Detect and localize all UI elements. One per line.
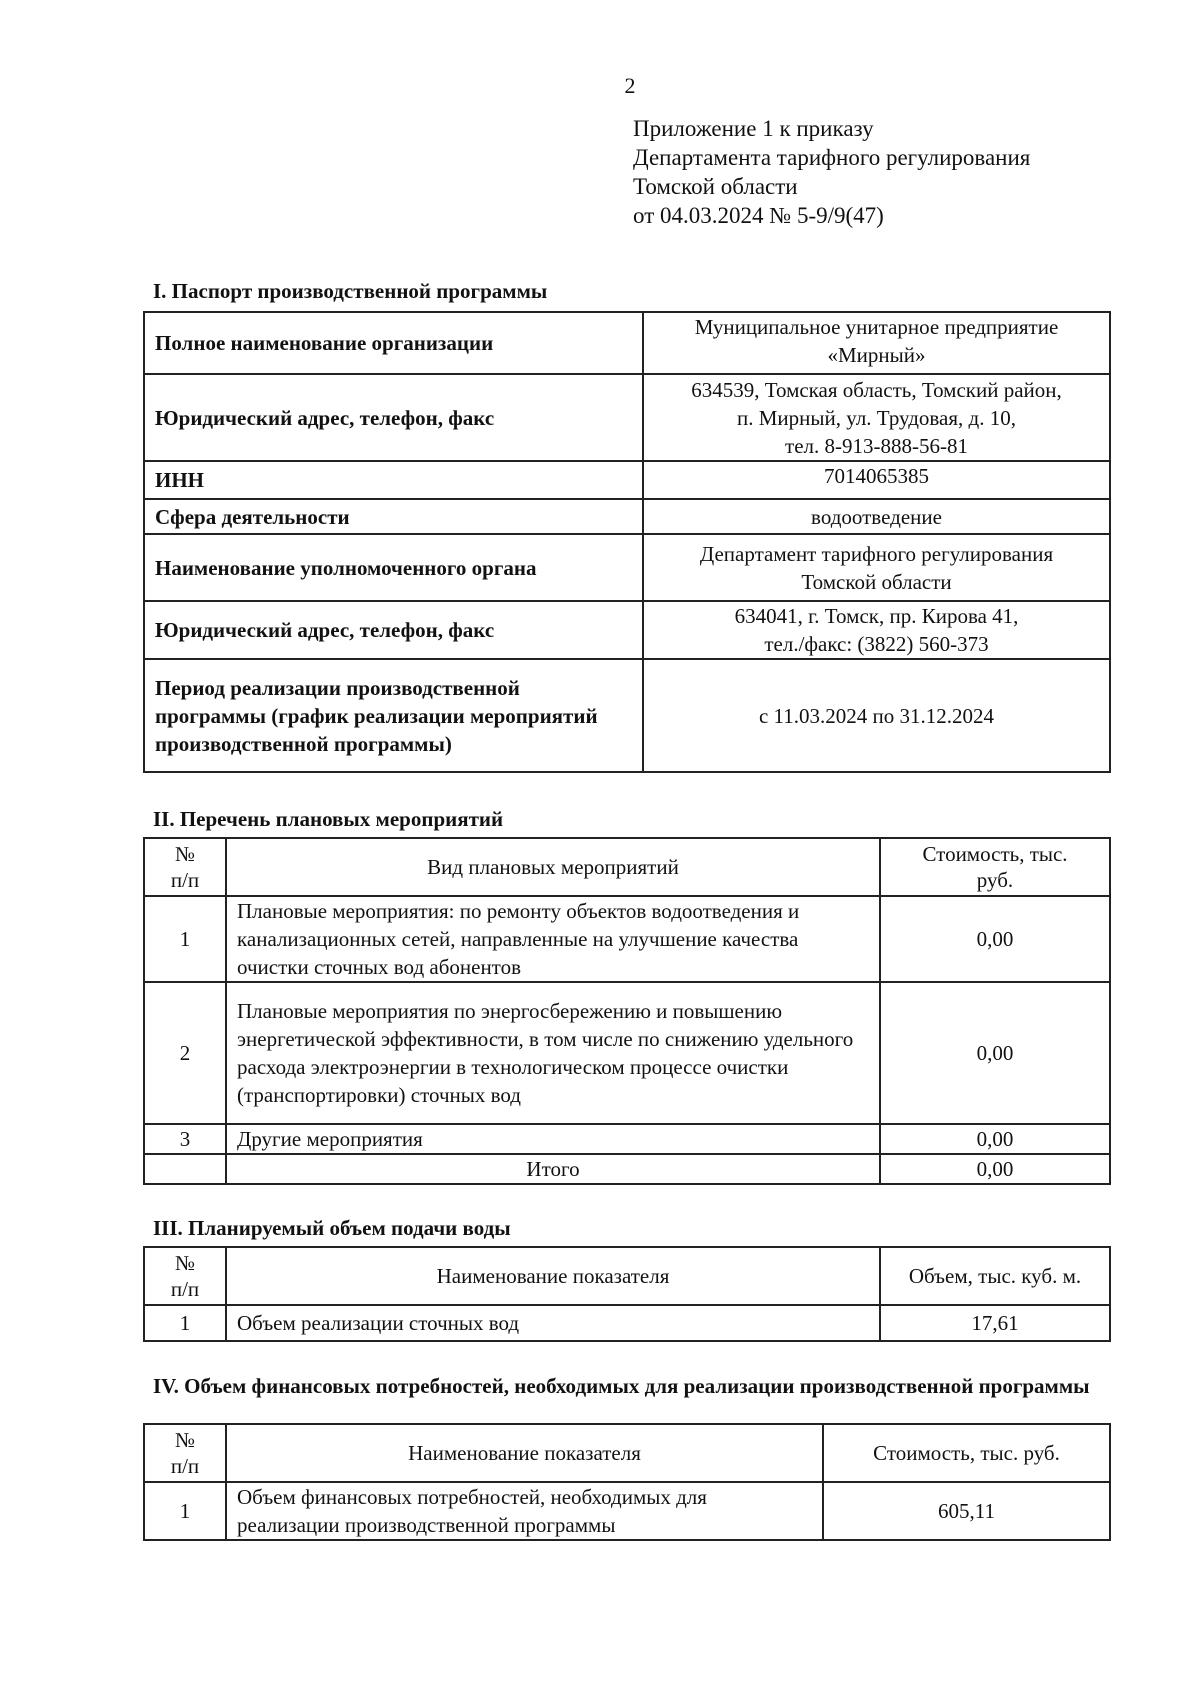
row-value xyxy=(643,499,1110,534)
table-total-row xyxy=(144,1154,1110,1184)
header-line: № xyxy=(174,842,196,866)
approval-block xyxy=(633,114,1030,230)
measures-table xyxy=(143,837,1111,1185)
column-header-number xyxy=(144,838,226,896)
approval-line: Томской области xyxy=(633,174,798,199)
value-line: тел./факс: (3822) 560-373 xyxy=(764,632,989,656)
row-number: 1 xyxy=(144,896,226,982)
column-header-name: Наименование показателя xyxy=(226,1247,880,1305)
table-row xyxy=(144,1305,1110,1341)
table-row xyxy=(144,374,1110,461)
header-line: п/п xyxy=(170,1277,200,1301)
value-line: 7014065385 xyxy=(824,464,929,488)
table-header-row xyxy=(144,1247,1110,1305)
table-row xyxy=(144,1124,1110,1154)
row-label: ИНН xyxy=(144,461,643,499)
approval-line: Департамента тарифного регулирования xyxy=(633,145,1031,170)
row-cost: 605,11 xyxy=(823,1482,1110,1540)
row-label: Сфера деятельности xyxy=(144,499,643,534)
value-line: водоотведение xyxy=(811,504,942,529)
value-line: Муниципальное унитарное предприятие xyxy=(694,315,1059,339)
row-number: 3 xyxy=(144,1124,226,1154)
row-label: Наименование уполномоченного органа xyxy=(144,534,643,601)
row-label: Полное наименование организации xyxy=(144,312,643,374)
value-line: с 11.03.2024 по 31.12.2024 xyxy=(758,703,995,728)
value-line: тел. 8-913-888-56-81 xyxy=(785,433,968,458)
table-row xyxy=(144,312,1110,374)
value-line: Департамент тарифного регулирования xyxy=(699,541,1054,566)
column-header-name: Наименование показателя xyxy=(226,1424,823,1482)
row-cost: 0,00 xyxy=(880,982,1110,1124)
row-value xyxy=(643,312,1110,374)
header-line: № xyxy=(174,1428,196,1452)
row-volume: 17,61 xyxy=(880,1305,1110,1341)
header-line: п/п xyxy=(170,1454,200,1478)
row-label: Юридический адрес, телефон, факс xyxy=(144,374,643,461)
table-row xyxy=(144,534,1110,601)
section-4-title: IV. Объем финансовых потребностей, необходимых для реализации производственной программы xyxy=(153,1374,1090,1398)
header-line: п/п xyxy=(170,868,200,892)
value-line: 634041, г. Томск, пр. Кирова 41, xyxy=(734,604,1019,628)
row-label: Юридический адрес, телефон, факс xyxy=(144,601,643,659)
table-row xyxy=(144,461,1110,499)
column-header-number xyxy=(144,1247,226,1305)
column-header-volume: Объем, тыс. куб. м. xyxy=(880,1247,1110,1305)
value-line: 634539, Томская область, Томский район, xyxy=(691,377,1062,402)
page-number: 2 xyxy=(624,73,636,98)
total-cost: 0,00 xyxy=(880,1154,1110,1184)
section-2-title: II. Перечень плановых мероприятий xyxy=(153,807,504,831)
table-row xyxy=(144,659,1110,772)
row-number: 1 xyxy=(144,1482,226,1540)
row-number: 1 xyxy=(144,1305,226,1341)
value-line: «Мирный» xyxy=(827,343,926,367)
row-name: Объем реализации сточных вод xyxy=(226,1305,880,1341)
row-cost: 0,00 xyxy=(880,1124,1110,1154)
row-name: Другие мероприятия xyxy=(226,1124,880,1154)
row-value xyxy=(643,601,1110,659)
section-3-title: III. Планируемый объем подачи воды xyxy=(153,1216,511,1240)
value-line: п. Мирный, ул. Трудовая, д. 10, xyxy=(737,405,1016,430)
financial-needs-table xyxy=(143,1423,1111,1541)
table-row xyxy=(144,982,1110,1124)
column-header-name: Вид плановых мероприятий xyxy=(226,838,880,896)
row-name: Объем финансовых потребностей, необходимых для реализации производственной программы xyxy=(226,1482,823,1540)
approval-date-number: от 04.03.2024 № 5-9/9(47) xyxy=(633,203,884,228)
column-header-cost: Стоимость, тыс. руб. xyxy=(823,1424,1110,1482)
row-name: Плановые мероприятия по энергосбережению и повышению энергетической эффективности, в том числе по снижению удельного расхода электроэнергии в технологическом процессе очистки (транспортировки) сточных вод xyxy=(226,982,880,1124)
row-value xyxy=(643,534,1110,601)
row-cost: 0,00 xyxy=(880,896,1110,982)
table-row xyxy=(144,601,1110,659)
row-value xyxy=(643,461,1110,499)
total-label: Итого xyxy=(226,1154,880,1184)
table-header-row xyxy=(144,838,1110,896)
table-header-row xyxy=(144,1424,1110,1482)
table-row xyxy=(144,896,1110,982)
column-header-cost xyxy=(880,838,1110,896)
row-name: Плановые мероприятия: по ремонту объектов водоотведения и канализационных сетей, направленные на улучшение качества очистки сточных вод абонентов xyxy=(226,896,880,982)
passport-table xyxy=(143,311,1111,773)
header-line: руб. xyxy=(976,868,1014,892)
empty-cell xyxy=(144,1154,226,1184)
column-header-number xyxy=(144,1424,226,1482)
header-line: № xyxy=(174,1251,196,1275)
header-line: Стоимость, тыс. xyxy=(922,842,1068,866)
row-label: Период реализации производственной программы (график реализации мероприятий производственной программы) xyxy=(144,659,643,772)
row-value xyxy=(643,374,1110,461)
table-row xyxy=(144,499,1110,534)
row-value xyxy=(643,659,1110,772)
value-line: Томской области xyxy=(801,569,952,594)
row-number: 2 xyxy=(144,982,226,1124)
approval-line: Приложение 1 к приказу xyxy=(633,116,874,141)
section-1-title: I. Паспорт производственной программы xyxy=(153,279,548,303)
water-volume-table xyxy=(143,1246,1111,1342)
table-row xyxy=(144,1482,1110,1540)
